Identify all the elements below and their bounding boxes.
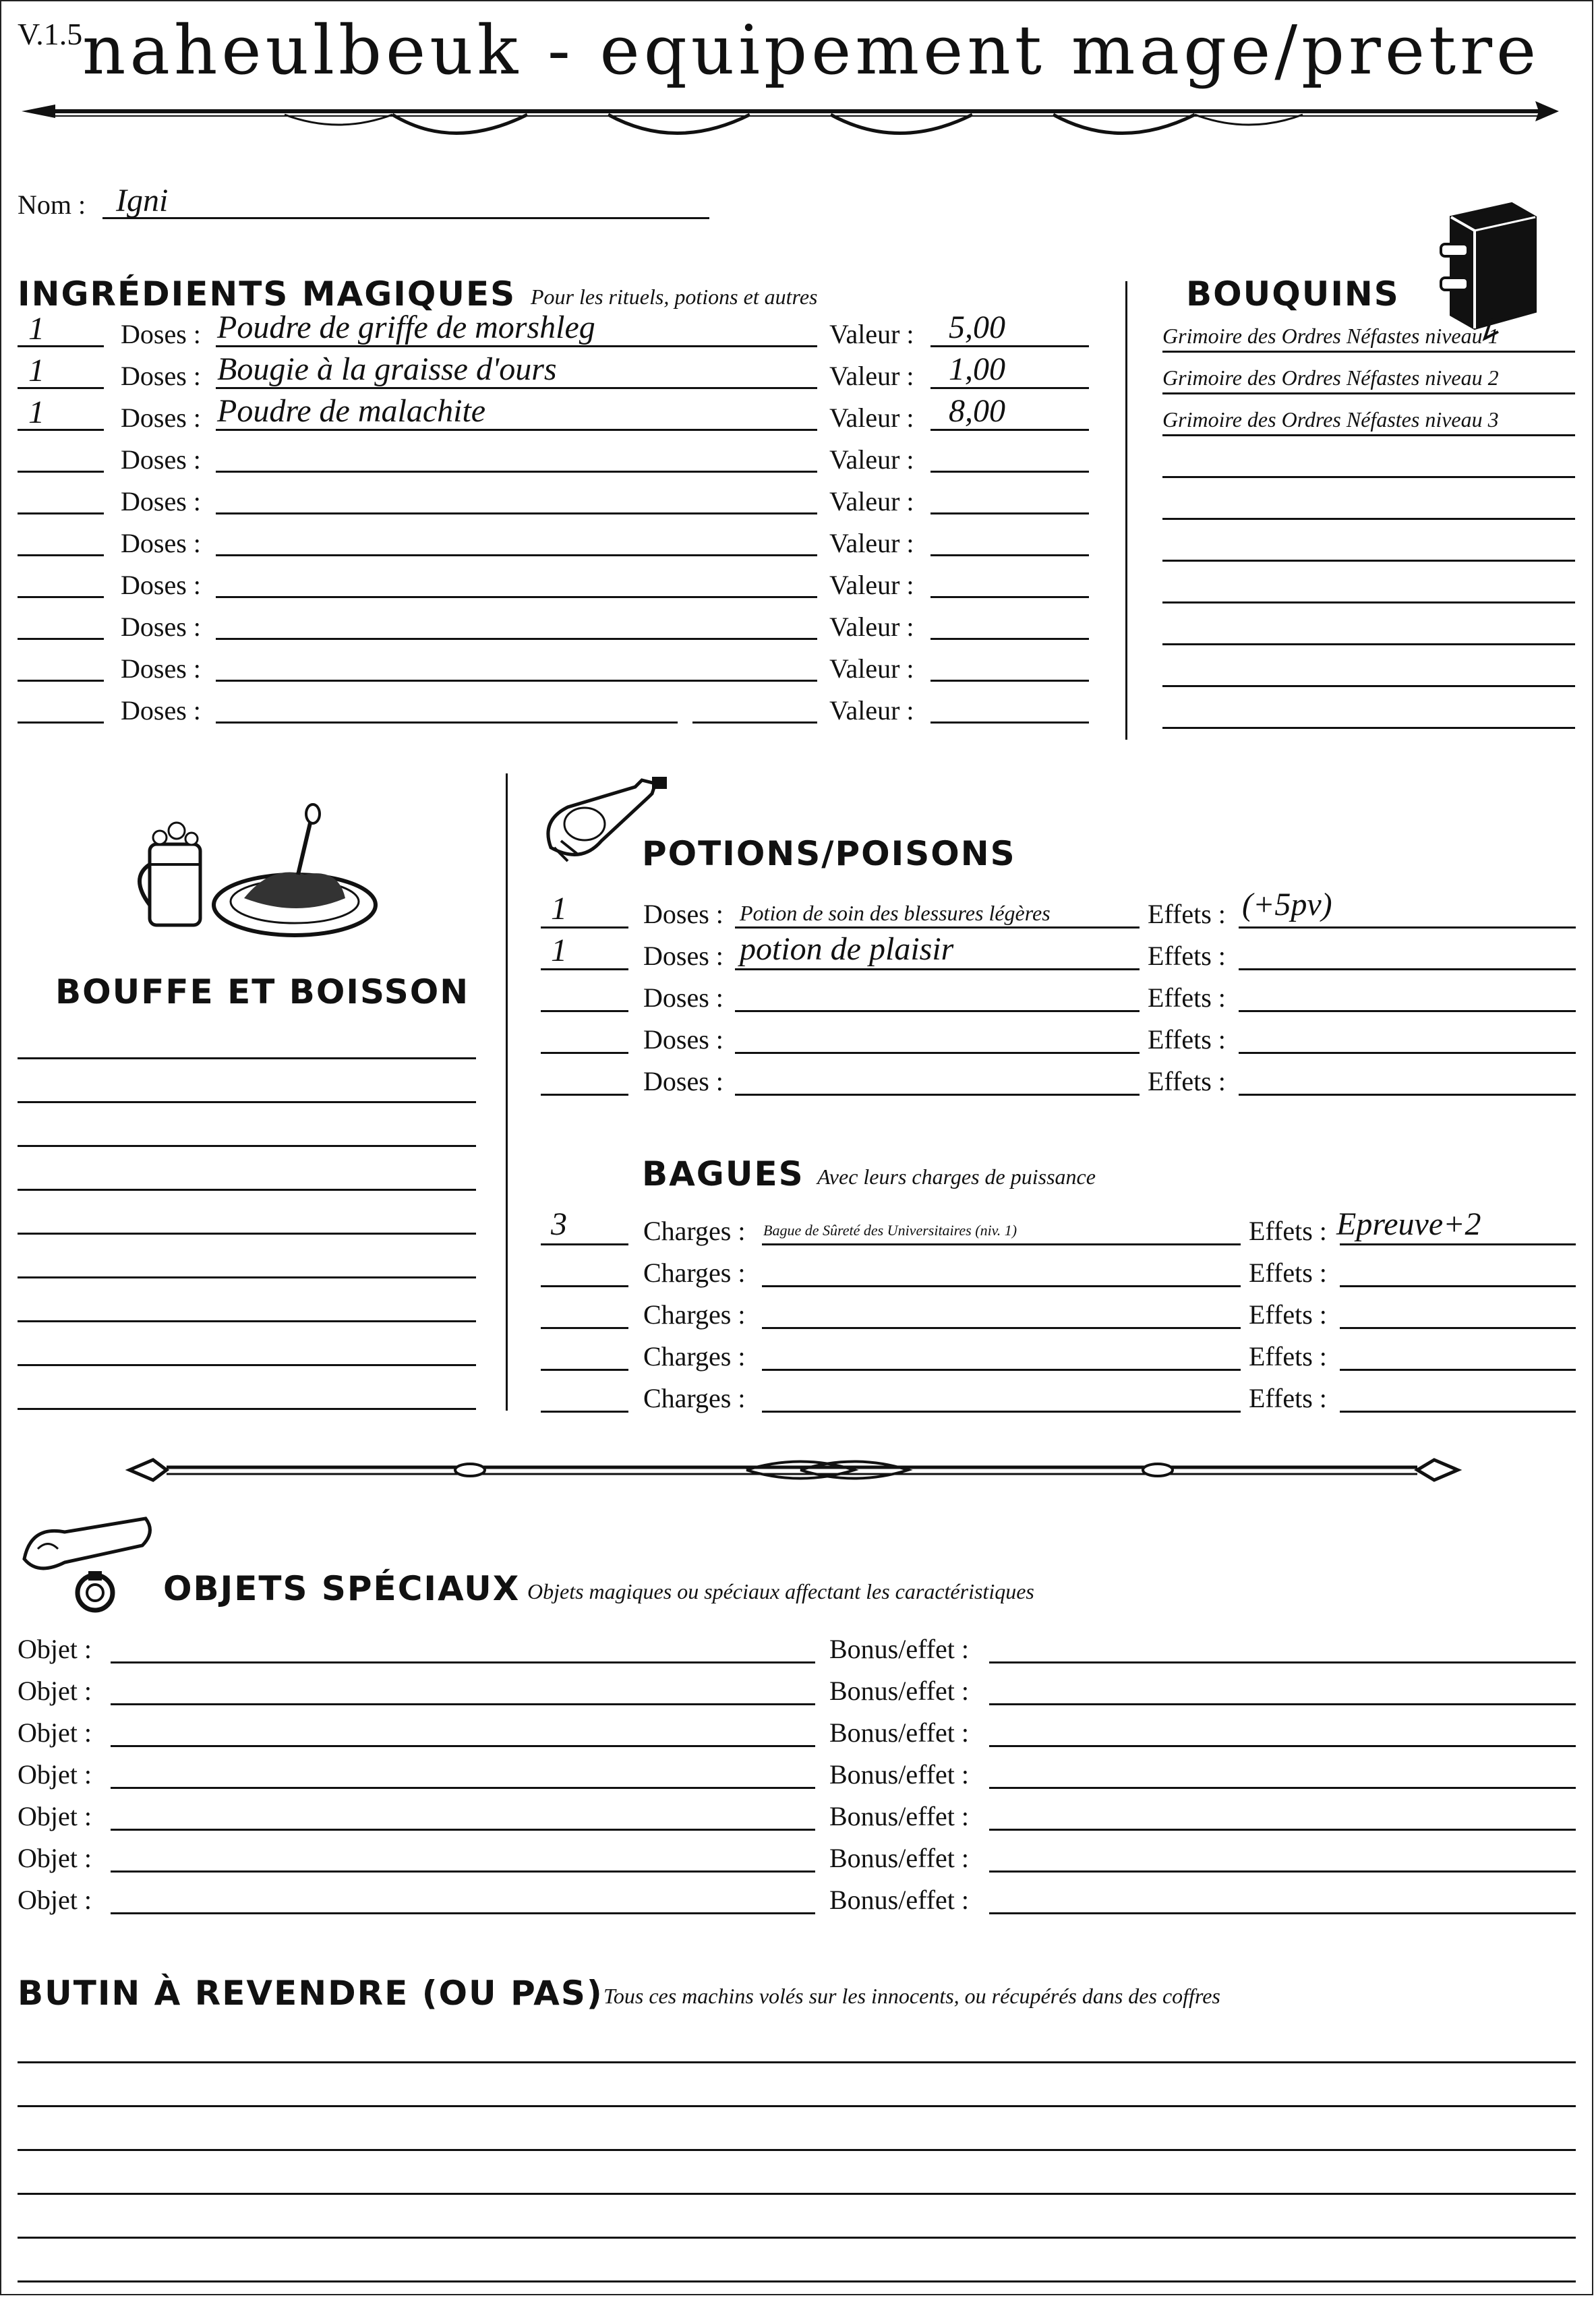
bague-effets-label: Effets : — [1249, 1216, 1327, 1246]
ingredient-doses-label: Doses : — [121, 653, 201, 684]
potion-qty[interactable]: 1 — [551, 933, 567, 968]
objet-bonus-line — [989, 1870, 1576, 1873]
bouquin-line — [1162, 643, 1575, 645]
staff-divider — [126, 1450, 1475, 1490]
ingredient-doses-label: Doses : — [121, 695, 201, 726]
potion-name-line — [735, 968, 1140, 970]
objets-subtitle: Objets magiques ou spéciaux affectant les caractéristiques — [527, 1579, 1034, 1603]
bouffe-line — [18, 1233, 476, 1235]
ingredient-value-line — [930, 512, 1089, 514]
potion-name[interactable]: potion de plaisir — [740, 931, 954, 967]
ingredient-valeur-label: Valeur : — [829, 361, 914, 391]
potion-effets-label: Effets : — [1148, 1066, 1226, 1096]
butin-line — [18, 2105, 1576, 2107]
bouquin-line — [1162, 560, 1575, 562]
name-label: Nom : — [18, 189, 86, 220]
butin-line — [18, 2193, 1576, 2195]
bague-effets-label: Effets : — [1249, 1341, 1327, 1372]
bague-qty-line — [541, 1243, 628, 1245]
ingredient-name-line — [216, 345, 817, 347]
name-value[interactable]: Igni — [116, 183, 169, 218]
objet-bonus-label: Bonus/effet : — [829, 1843, 970, 1873]
ingredient-name-line — [216, 429, 817, 431]
bague-effect[interactable]: Epreuve+2 — [1336, 1206, 1481, 1242]
potion-qty-line — [541, 1010, 628, 1012]
ingredient-name[interactable]: Poudre de griffe de morshleg — [217, 310, 595, 345]
bague-effets-label: Effets : — [1249, 1383, 1327, 1413]
ingredient-name-line — [216, 512, 817, 514]
bouquin-line — [1162, 351, 1575, 353]
ingredient-valeur-label: Valeur : — [829, 653, 914, 684]
bague-qty-line — [541, 1369, 628, 1371]
ingredient-value-line — [930, 554, 1089, 556]
ingredient-value[interactable]: 5,00 — [949, 310, 1005, 345]
potion-doses-label: Doses : — [643, 1024, 723, 1055]
bouquin-item[interactable]: Grimoire des Ordres Néfastes niveau 2 — [1162, 365, 1499, 390]
potion-effect-line — [1239, 1052, 1576, 1054]
ingredient-valeur-label: Valeur : — [829, 695, 914, 726]
bouquin-line — [1162, 518, 1575, 520]
bague-name[interactable]: Bague de Sûreté des Universitaires (niv. 1) — [763, 1222, 1017, 1239]
potion-doses-label: Doses : — [643, 1066, 723, 1096]
ingredient-name[interactable]: Poudre de malachite — [217, 393, 486, 429]
objet-line — [111, 1661, 815, 1663]
objet-label: Objet : — [18, 1801, 92, 1831]
objet-bonus-label: Bonus/effet : — [829, 1717, 970, 1748]
bague-effets-label: Effets : — [1249, 1299, 1327, 1330]
butin-line — [18, 2061, 1576, 2063]
potion-effets-label: Effets : — [1148, 1024, 1226, 1055]
ingredient-qty-line — [18, 680, 104, 682]
ingredient-value-line — [930, 387, 1089, 389]
potion-effets-label: Effets : — [1148, 899, 1226, 929]
bague-effect-line — [1340, 1369, 1576, 1371]
bague-charges-qty[interactable]: 3 — [551, 1206, 567, 1242]
potion-effect[interactable]: (+5pv) — [1242, 887, 1332, 922]
ingredient-value-line — [930, 471, 1089, 473]
bagues-title: BAGUES — [642, 1154, 804, 1194]
ingredient-doses-label: Doses : — [121, 612, 201, 642]
bouquin-line — [1162, 727, 1575, 729]
bague-name-line — [762, 1369, 1241, 1371]
bague-charges-label: Charges : — [643, 1341, 746, 1372]
bouffe-line — [18, 1189, 476, 1191]
bouquin-line — [1162, 434, 1575, 436]
ingredient-doses-label: Doses : — [121, 361, 201, 391]
bague-charges-label: Charges : — [643, 1299, 746, 1330]
objet-line — [111, 1870, 815, 1873]
ingredient-value-line — [930, 596, 1089, 598]
objet-bonus-line — [989, 1829, 1576, 1831]
ingredient-name-line — [216, 554, 817, 556]
potion-qty[interactable]: 1 — [551, 891, 567, 926]
objet-bonus-label: Bonus/effet : — [829, 1634, 970, 1664]
bouffe-line — [18, 1408, 476, 1410]
ingredient-qty-line — [18, 471, 104, 473]
bague-name-line — [762, 1285, 1241, 1287]
potion-effect-line — [1239, 1010, 1576, 1012]
ingredient-doses-label: Doses : — [121, 570, 201, 600]
potion-name-line — [735, 1010, 1140, 1012]
ingredient-qty-line — [18, 554, 104, 556]
objet-bonus-line — [989, 1912, 1576, 1914]
objet-label: Objet : — [18, 1676, 92, 1706]
ingredients-bouquins-separator — [1125, 281, 1127, 740]
bouquin-item[interactable]: Grimoire des Ordres Néfastes niveau 1 — [1162, 324, 1499, 348]
food-and-mug-icon — [136, 804, 379, 945]
bouffe-line — [18, 1276, 476, 1278]
butin-line — [18, 2237, 1576, 2239]
ingredients-subtitle: Pour les rituels, potions et autres — [531, 285, 818, 309]
ingredient-qty-line — [18, 596, 104, 598]
ingredient-name-line — [692, 721, 817, 724]
objet-label: Objet : — [18, 1759, 92, 1790]
ingredient-doses-label: Doses : — [121, 444, 201, 475]
objet-bonus-label: Bonus/effet : — [829, 1759, 970, 1790]
butin-line — [18, 2280, 1576, 2282]
ingredient-qty-line — [18, 345, 104, 347]
ingredient-valeur-label: Valeur : — [829, 486, 914, 517]
objet-bonus-label: Bonus/effet : — [829, 1676, 970, 1706]
potion-doses-label: Doses : — [643, 941, 723, 971]
bouffe-title: BOUFFE ET BOISSON — [55, 972, 470, 1011]
bague-effect-line — [1340, 1327, 1576, 1329]
objet-bonus-label: Bonus/effet : — [829, 1801, 970, 1831]
ingredient-name[interactable]: Bougie à la graisse d'ours — [217, 351, 557, 387]
ingredient-value-line — [930, 680, 1089, 682]
objet-label: Objet : — [18, 1717, 92, 1748]
bague-name-line — [762, 1411, 1241, 1413]
bague-charges-label: Charges : — [643, 1258, 746, 1288]
ingredient-name-line — [216, 596, 817, 598]
spear-divider-top — [15, 88, 1566, 148]
bouffe-line — [18, 1364, 476, 1366]
ingredient-valeur-label: Valeur : — [829, 403, 914, 433]
bouffe-separator — [506, 773, 508, 1411]
ingredient-name-line — [216, 721, 678, 724]
potion-effect-line — [1239, 926, 1576, 929]
potion-name-line — [735, 1052, 1140, 1054]
potion-name-line — [735, 926, 1140, 929]
ingredient-value-line — [930, 429, 1089, 431]
ingredient-name-line — [216, 387, 817, 389]
ingredient-qty-line — [18, 638, 104, 640]
ingredient-name-line — [216, 638, 817, 640]
butin-title: BUTIN À REVENDRE (OU PAS) — [18, 1974, 603, 2013]
bouquin-line — [1162, 476, 1575, 478]
bouffe-line — [18, 1320, 476, 1322]
bouquins-title: BOUQUINS — [1186, 274, 1400, 314]
bouffe-line — [18, 1145, 476, 1147]
objet-line — [111, 1787, 815, 1789]
name-underline — [102, 217, 709, 219]
ingredient-doses-label: Doses : — [121, 486, 201, 517]
ingredient-doses-label: Doses : — [121, 403, 201, 433]
ingredient-valeur-label: Valeur : — [829, 570, 914, 600]
butin-line — [18, 2149, 1576, 2151]
ingredient-name-line — [216, 680, 817, 682]
ingredients-title: INGRÉDIENTS MAGIQUES — [18, 274, 516, 314]
bouquin-line — [1162, 601, 1575, 603]
ingredient-value-line — [930, 345, 1089, 347]
ingredient-value-line — [930, 721, 1089, 724]
potion-effets-label: Effets : — [1148, 941, 1226, 971]
potion-qty-line — [541, 1052, 628, 1054]
potion-effect-line — [1239, 1094, 1576, 1096]
ingredient-doses-label: Doses : — [121, 528, 201, 558]
potion-doses-label: Doses : — [643, 982, 723, 1013]
ingredient-qty-line — [18, 512, 104, 514]
bague-effect-line — [1340, 1243, 1576, 1245]
bouffe-line — [18, 1101, 476, 1103]
version-label: V.1.5 — [18, 17, 83, 51]
bague-effets-label: Effets : — [1249, 1258, 1327, 1288]
objet-label: Objet : — [18, 1885, 92, 1915]
ingredient-valeur-label: Valeur : — [829, 444, 914, 475]
ingredient-qty-line — [18, 429, 104, 431]
potion-name[interactable]: Potion de soin des blessures légères — [740, 901, 1051, 925]
potion-name-line — [735, 1094, 1140, 1096]
ingredient-qty-line — [18, 387, 104, 389]
objet-bonus-label: Bonus/effet : — [829, 1885, 970, 1915]
potion-qty-line — [541, 926, 628, 929]
ingredient-qty[interactable]: 1 — [28, 394, 45, 430]
potion-qty-line — [541, 968, 628, 970]
bague-qty-line — [541, 1411, 628, 1413]
bouffe-line — [18, 1057, 476, 1059]
ingredient-valeur-label: Valeur : — [829, 612, 914, 642]
potion-qty-line — [541, 1094, 628, 1096]
bague-effect-line — [1340, 1285, 1576, 1287]
potions-title: POTIONS/POISONS — [642, 834, 1016, 873]
bouquin-item[interactable]: Grimoire des Ordres Néfastes niveau 3 — [1162, 407, 1499, 432]
ingredient-value-line — [930, 638, 1089, 640]
bague-qty-line — [541, 1285, 628, 1287]
ingredient-name-line — [216, 471, 817, 473]
bague-qty-line — [541, 1327, 628, 1329]
potion-effect-line — [1239, 968, 1576, 970]
ingredient-qty[interactable]: 1 — [28, 311, 45, 347]
butin-subtitle: Tous ces machins volés sur les innocents, ou récupérés dans des coffres — [603, 1984, 1220, 2008]
bagues-subtitle: Avec leurs charges de puissance — [817, 1165, 1096, 1189]
bague-charges-label: Charges : — [643, 1216, 746, 1246]
potion-effets-label: Effets : — [1148, 982, 1226, 1013]
objet-bonus-line — [989, 1703, 1576, 1705]
objet-bonus-line — [989, 1661, 1576, 1663]
ingredient-doses-label: Doses : — [121, 319, 201, 349]
ingredient-qty[interactable]: 1 — [28, 353, 45, 388]
bouquin-line — [1162, 685, 1575, 687]
ingredient-qty-line — [18, 721, 104, 724]
objet-bonus-line — [989, 1787, 1576, 1789]
objet-bonus-line — [989, 1745, 1576, 1747]
objet-label: Objet : — [18, 1843, 92, 1873]
scroll-and-ring-icon — [18, 1512, 159, 1620]
ingredient-valeur-label: Valeur : — [829, 319, 914, 349]
objet-line — [111, 1912, 815, 1914]
bague-charges-label: Charges : — [643, 1383, 746, 1413]
ingredient-value[interactable]: 8,00 — [949, 393, 1005, 429]
objets-title: OBJETS SPÉCIAUX — [163, 1569, 521, 1608]
bague-name-line — [762, 1327, 1241, 1329]
page-title: naheulbeuk - equipement mage/pretre — [82, 11, 1541, 90]
bouquin-line — [1162, 392, 1575, 394]
bague-name-line — [762, 1243, 1241, 1245]
book-icon — [1438, 197, 1545, 332]
ingredient-valeur-label: Valeur : — [829, 528, 914, 558]
ingredient-value[interactable]: 1,00 — [949, 351, 1005, 387]
objet-line — [111, 1703, 815, 1705]
objet-label: Objet : — [18, 1634, 92, 1664]
objet-line — [111, 1829, 815, 1831]
bague-effect-line — [1340, 1411, 1576, 1413]
objet-line — [111, 1745, 815, 1747]
potion-doses-label: Doses : — [643, 899, 723, 929]
